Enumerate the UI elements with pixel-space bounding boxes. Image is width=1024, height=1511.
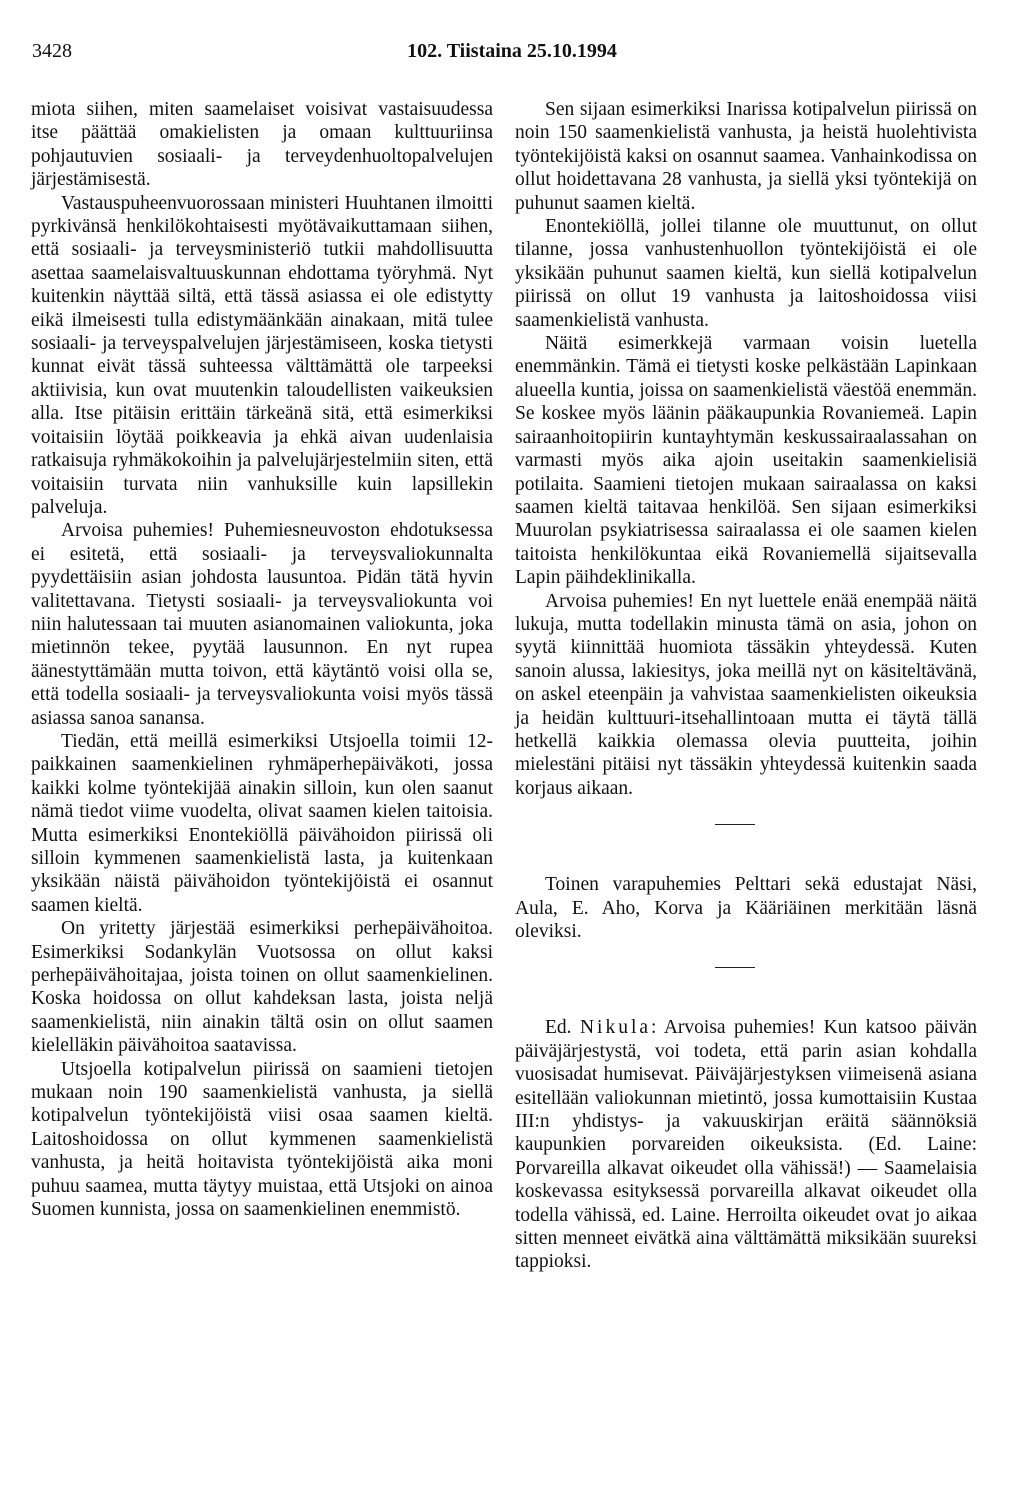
paragraph: Utsjoella kotipalvelun piirissä on saamieni tietojen mukaan noin 190 saamenkielistä vanhusta, ja siellä kotipalvelun työntekijöistä viisi osaa saamen kieltä. Laitoshoidossa on ollut kymmenen saamenkielistä vanhusta, ja heitä hoitavista työntekijöistä aika moni puhuu saamea, mutta täytyy muistaa, että Utsjoki on ainoa Suomen kunnista, jossa on saamenkielinen enemmistö. <box>31 1058 493 1221</box>
session-title: 102. Tiistaina 25.10.1994 <box>407 40 617 62</box>
left-column <box>31 98 493 1222</box>
paragraph: Tiedän, että meillä esimerkiksi Utsjoella toimii 12-paikkainen saamenkielinen ryhmäperhepäiväkoti, jossa kaikki kolme työntekijää ainakin silloin, kun olen saanut nämä tiedot viime vuodelta, olivat saamen kielen taitoisia. Mutta esimerkiksi Enontekiöllä päivähoidon piirissä oli silloin kymmenen saamenkielistä lasta, ja kuitenkaan yksikään näistä päivähoidon työntekijöistä ei osannut saamen kieltä. <box>31 730 493 916</box>
speech-paragraph <box>515 1016 977 1273</box>
paragraph: Sen sijaan esimerkiksi Inarissa kotipalvelun piirissä on noin 150 saamenkielistä vanhusta, ja heistä huolehtivista työntekijöistä kaksi on osannut saamea. Vanhainkodissa on ollut hoidettavana 28 vanhusta, ja siellä yksi työntekijä on puhunut saamen kieltä. <box>515 99 977 214</box>
page-header <box>32 40 992 70</box>
speaker-name: Nikula <box>579 1017 652 1039</box>
paragraph: On yritetty järjestää esimerkiksi perhepäivähoitoa. Esimerkiksi Sodankylän Vuotsossa on ollut kaksi perhepäivähoitajaa, joista toinen on ollut saamenkielinen. Koska hoidossa on ollut kahdeksan lasta, joista neljä saamenkielistä, niin ainakin tältä osin on ollut saamen kielelläkin päivähoitoa saatavissa. <box>31 918 493 1057</box>
paragraph: Enontekiöllä, jollei tilanne ole muuttunut, on ollut tilanne, jossa vanhustenhuollon työntekijöistä ei ole yksikään puhunut saamen kieltä, kun siellä kotipalvelun piirissä on ollut 19 vanhusta ja laitoshoidossa viisi saamenkielistä vanhusta. <box>515 216 977 331</box>
right-column <box>515 98 977 1274</box>
paragraph: Arvoisa puhemies! En nyt luettele enää enempää näitä lukuja, mutta todellakin minusta tämä on asia, johon on syytä kiinnittää huomiota tässäkin yhteydessä. Kuten sanoin alussa, lakiesitys, joka meillä nyt on käsiteltävänä, on askel eteenpäin ja vahvistaa saamenkielisten oikeuksia ja heidän kulttuuri-itsehallintoaan mutta ei täytä tällä hetkellä kaikkia olemassa olevia puutteita, joihin mielestäni pitäisi nyt tässäkin yhteydessä kuitenkin saada korjaus aikaan. <box>515 590 977 799</box>
attendance-notice: Toinen varapuhemies Pelttari sekä edustajat Näsi, Aula, E. Aho, Korva ja Kääriäinen merkitään läsnä oleviksi. <box>515 874 977 942</box>
section-divider <box>715 967 755 968</box>
paragraph: Näitä esimerkkejä varmaan voisin luetella enemmänkin. Tämä ei tietysti koske pelkästään Lapinkaan alueella kuntia, joissa on saamenkielistä väestöä enemmän. Se koskee myös läänin pääkaupunkia Rovaniemeä. Lapin sairaanhoitopiirin kuntayhtymän keskussairaalassahan on varmasti myös aika ajoin useitakin saamenkielisiä potilaita. Saamieni tietojen mukaan sairaalassa on kaksi saamen kieltä taitavaa henkilöä. Sen sijaan esimerkiksi Muurolan psykiatrisessa sairaalassa ei ole saamen kielen taitoista henkilökuntaa eikä Rovaniemellä sijaitsevalla Lapin päihdeklinikalla. <box>515 333 977 589</box>
section-divider <box>715 824 755 825</box>
page-number: 3428 <box>32 40 72 62</box>
paragraph: Vastauspuheenvuorossaan ministeri Huuhtanen ilmoitti pyrkivänsä henkilökohtaisesti myötävaikuttamaan siihen, että sosiaali- ja terveysministeriö tutkii mahdollisuutta asettaa saamelaisvaltuuskunnan ehdottama työryhmä. Nyt kuitenkin näyttää siltä, että tässä asiassa ei ole edistytty eikä ilmeisesti tulla edistymäänkään ainakaan, mitä tulee sosiaali- ja terveyspalvelujen järjestämiseen, koska tietysti kunnat eivät tässä suhteessa välttämättä ole tarpeeksi aktiivisia, kun ovat muutenkin taloudellisten vaikeuksien alla. Itse pitäisin erittäin tärkeänä sitä, että esimerkiksi voitaisiin löytää poikkeavia ja ehkä aivan uudenlaisia ratkaisuja ryhmäkokoihin ja palvelujärjestelmiin siten, että voitaisiin turvata niin vanhuksille kuin lapsillekin palveluja. <box>31 192 493 518</box>
speech-text: : Arvoisa puhemies! Kun katsoo päivän päiväjärjestystä, voi todeta, että parin asian kohdalla vuosisadat humisevat. Päiväjärjestyksen viimeisenä asiana esitellään valiokunnan mietintö, jossa kumottaisiin Kustaa III:n yhdistys- ja vakuuskirjan eräitä säännöksiä kaupunkien porvareiden oikeuksista. (Ed. Laine: Porvareilla alkavat oikeudet olla vähissä!) — Saamelaisia koskevassa esityksessä porvareilla alkavat oikeudet olla todella vähissä, ed. Laine. Herroilta oikeudet ovat jo aikaa sitten menneet eivätkä aina välttämättä miksikään suureksi tappioksi. <box>515 1017 977 1273</box>
paragraph: Arvoisa puhemies! Puhemiesneuvoston ehdotuksessa ei esitetä, että sosiaali- ja terveysvaliokunnalta pyydettäisiin asian johdosta lausuntoa. Pidän tätä hyvin valitettavana. Tietysti sosiaali- ja terveysvaliokunta voi niin halutessaan tai muuten asianomainen valiokunta, joka mietinnön tekee, pyytää lausunnon. En nyt rupea äänestyttämään mutta toivon, että käytäntö voisi olla se, että todella sosiaali- ja terveysvaliokunta voisi myös tässä asiassa sanoa sanansa. <box>31 520 493 729</box>
speaker-prefix: Ed. <box>545 1017 580 1039</box>
paragraph: miota siihen, miten saamelaiset voisivat vastaisuudessa itse päättää omakielisten ja omaan kulttuuriinsa pohjautuvien sosiaali- ja terveydenhuoltopalvelujen järjestämisestä. <box>31 99 493 191</box>
